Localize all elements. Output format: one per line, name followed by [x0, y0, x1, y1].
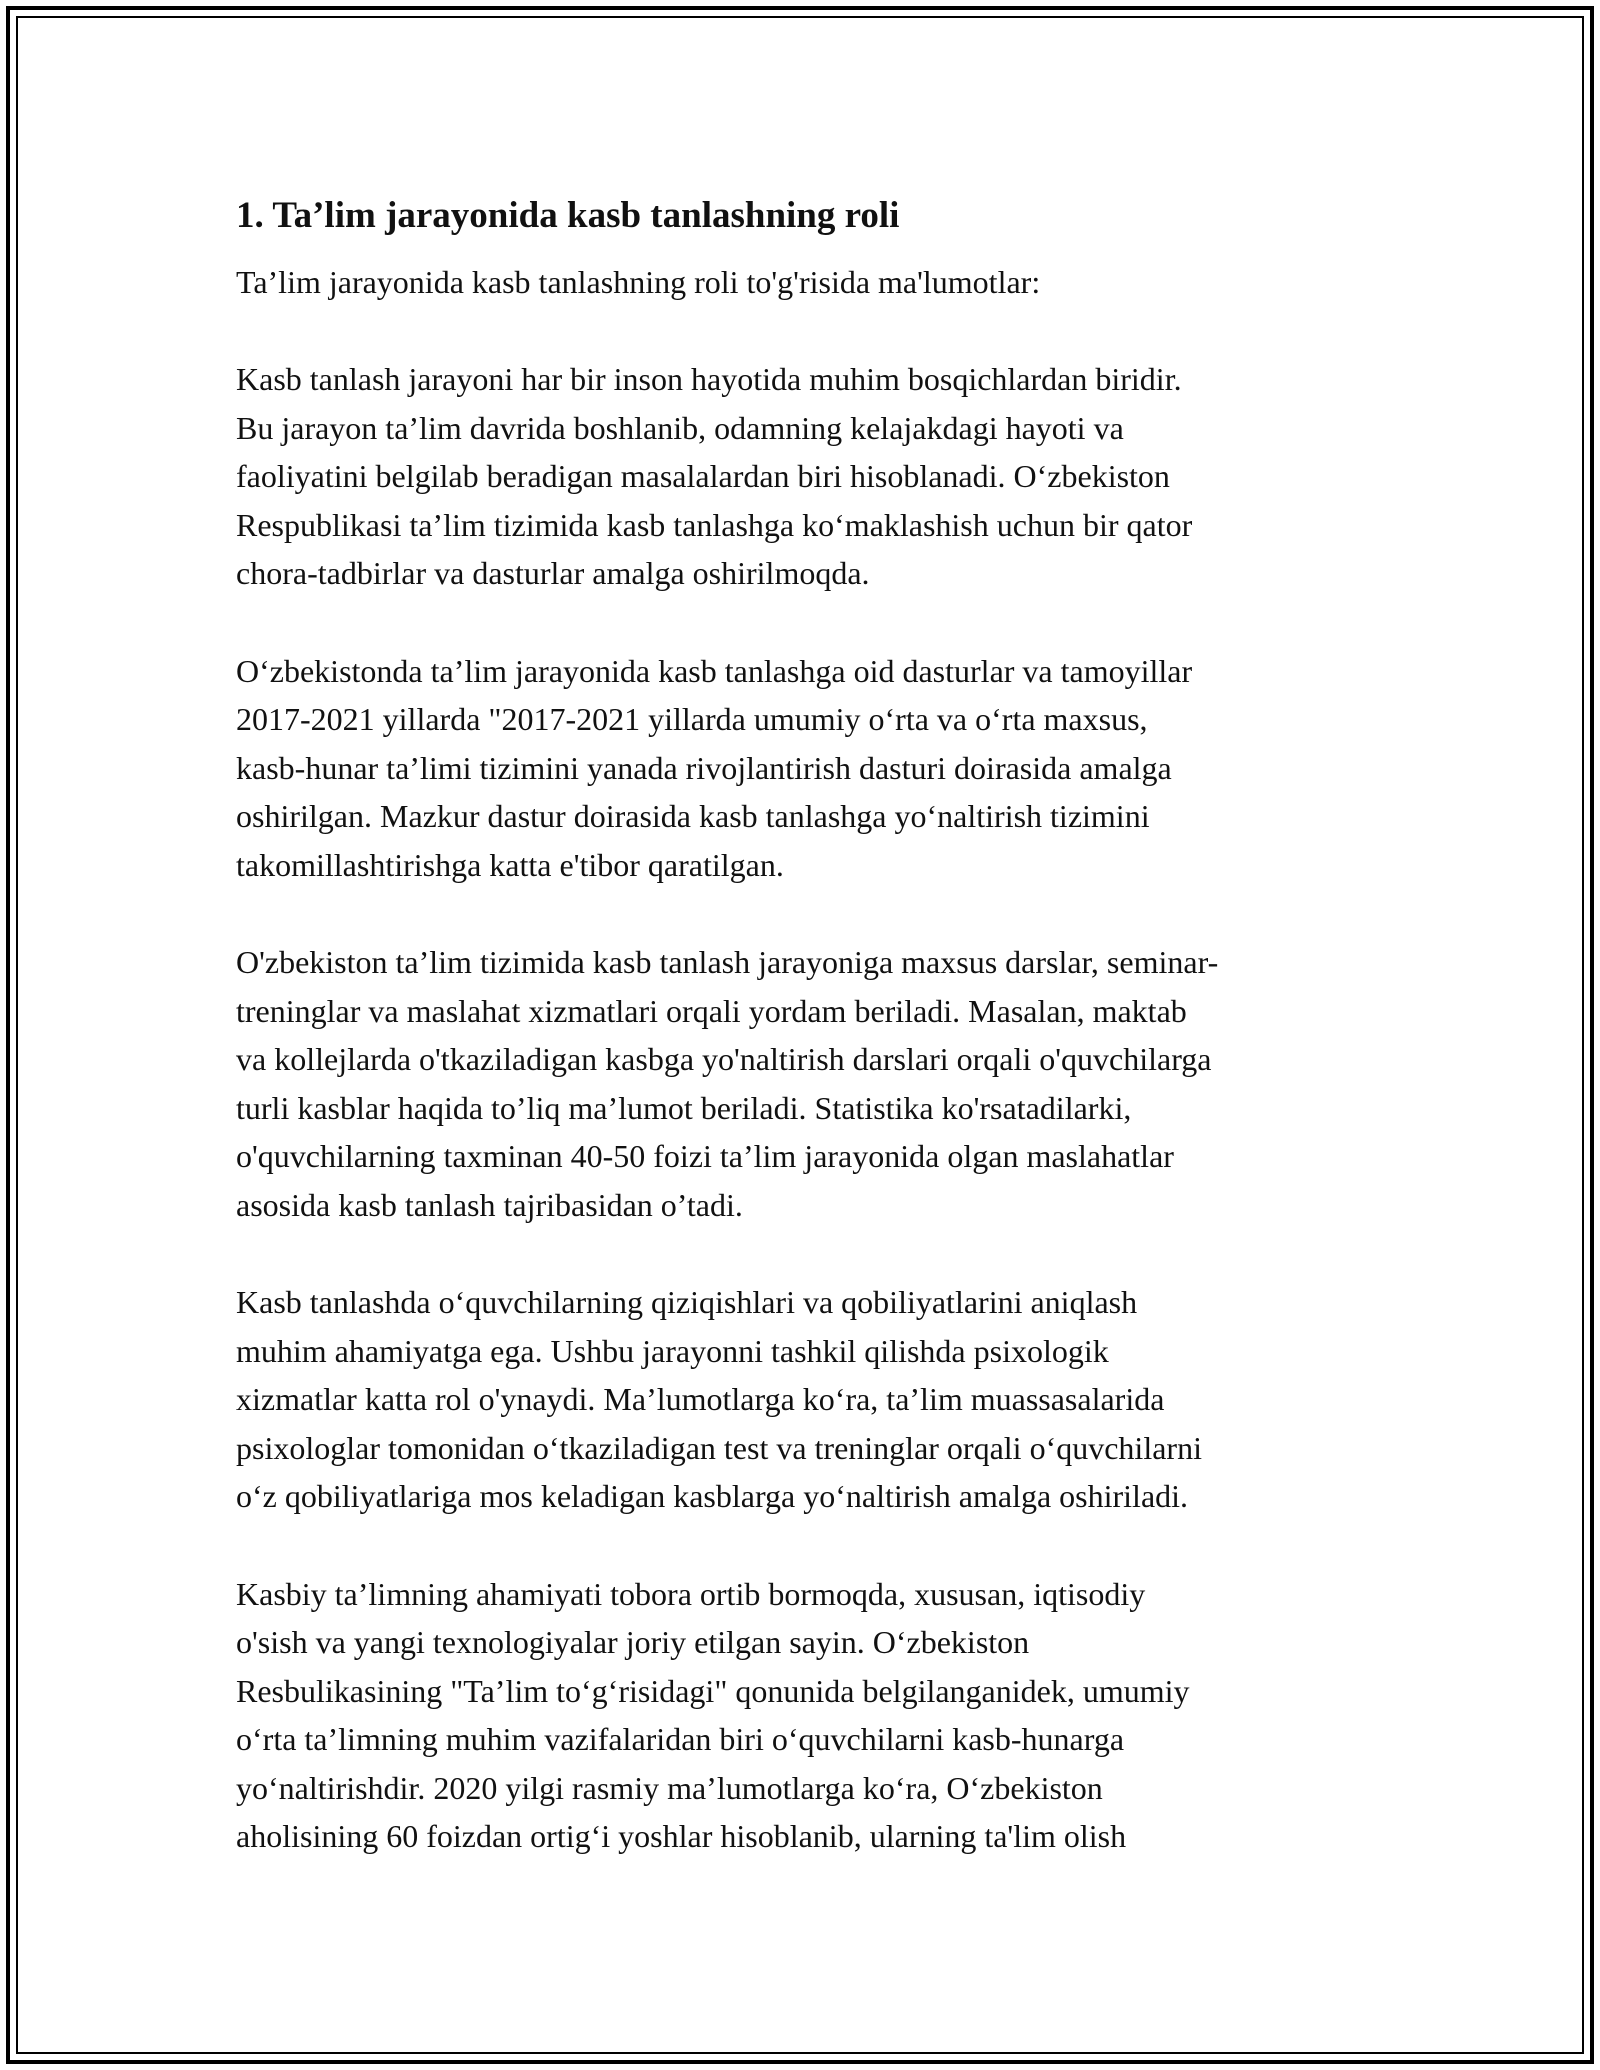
text-line: xizmatlar katta rol o'ynaydi. Ma’lumotlarga ko‘ra, ta’lim muassasalarida	[236, 1381, 1165, 1417]
text-line: Resbulikasining "Ta’lim to‘g‘risidagi" qonunida belgilanganidek, umumiy	[236, 1672, 1190, 1709]
text-line: Bu jarayon ta’lim davrida boshlanib, odamning kelajakdagi hayoti va	[236, 409, 1124, 446]
text-line: psixologlar tomonidan o‘tkaziladigan test va treninglar orqali o‘quvchilarni	[236, 1429, 1202, 1466]
paragraph-1	[236, 355, 1376, 598]
text-line: faoliyatini belgilab beradigan masalalardan biri hisoblanadi. O‘zbekiston	[236, 458, 1170, 494]
text-line: O‘zbekistonda ta’lim jarayonida kasb tanlashga oid dasturlar va tamoyillar	[236, 652, 1193, 689]
section-heading: 1. Ta’lim jarayonida kasb tanlashning roli	[236, 195, 900, 236]
text-line: o'quvchilarning taxminan 40-50 foizi ta’lim jarayonida olgan maslahatlar	[236, 1138, 1174, 1174]
text-line: kasb-hunar ta’limi tizimini yanada rivojlantirish dasturi doirasida amalga	[236, 749, 1172, 786]
intro-line: Ta’lim jarayonida kasb tanlashning roli to'g'risida ma'lumotlar:	[236, 264, 1041, 300]
text-line: aholisining 60 foizdan ortig‘i yoshlar hisoblanib, ularning ta'lim olish	[236, 1818, 1127, 1854]
text-line: va kollejlarda o'tkaziladigan kasbga yo'naltirish darslari orqali o'quvchilarga	[236, 1041, 1212, 1077]
paragraph-3	[236, 938, 1376, 1229]
text-line: Kasb tanlashda o‘quvchilarning qiziqishlari va qobiliyatlarini aniqlash	[236, 1284, 1138, 1320]
text-line: 2017-2021 yillarda "2017-2021 yillarda umumiy o‘rta va o‘rta maxsus,	[236, 701, 1148, 737]
paragraph-2	[236, 647, 1376, 890]
text-line: chora-tadbirlar va dasturlar amalga oshirilmoqda.	[236, 555, 870, 591]
text-line: o'sish va yangi texnologiyalar joriy etilgan sayin. O‘zbekiston	[236, 1624, 1030, 1660]
paragraph-4	[236, 1278, 1376, 1521]
text-line: Kasb tanlash jarayoni har bir inson hayotida muhim bosqichlardan biridir.	[236, 361, 1182, 397]
text-line: o‘rta ta’limning muhim vazifalaridan biri o‘quvchilarni kasb-hunarga	[236, 1721, 1125, 1757]
text-line: asosida kasb tanlash tajribasidan o’tadi.	[236, 1186, 743, 1223]
text-line: oshirilgan. Mazkur dastur doirasida kasb tanlashga yo‘naltirish tizimini	[236, 798, 1150, 834]
text-line: turli kasblar haqida to’liq ma’lumot beriladi. Statistika ko'rsatadilarki,	[236, 1089, 1132, 1126]
text-line: muhim ahamiyatga ega. Ushbu jarayonni tashkil qilishda psixologik	[236, 1332, 1109, 1369]
paragraph-5	[236, 1570, 1376, 1861]
text-line: takomillashtirishga katta e'tibor qaratilgan.	[236, 846, 784, 883]
text-line: Kasbiy ta’limning ahamiyati tobora ortib bormoqda, xususan, iqtisodiy	[236, 1575, 1146, 1612]
text-line: treninglar va maslahat xizmatlari orqali yordam beriladi. Masalan, maktab	[236, 992, 1187, 1029]
document-body	[236, 186, 1376, 1861]
text-line: yo‘naltirishdir. 2020 yilgi rasmiy ma’lumotlarga ko‘ra, O‘zbekiston	[236, 1769, 1103, 1806]
text-line: O'zbekiston ta’lim tizimida kasb tanlash jarayoniga maxsus darslar, seminar-	[236, 944, 1219, 980]
text-line: o‘z qobiliyatlariga mos keladigan kasblarga yo‘naltirish amalga oshiriladi.	[236, 1478, 1189, 1514]
text-line: Respublikasi ta’lim tizimida kasb tanlashga ko‘maklashish uchun bir qator	[236, 506, 1193, 543]
